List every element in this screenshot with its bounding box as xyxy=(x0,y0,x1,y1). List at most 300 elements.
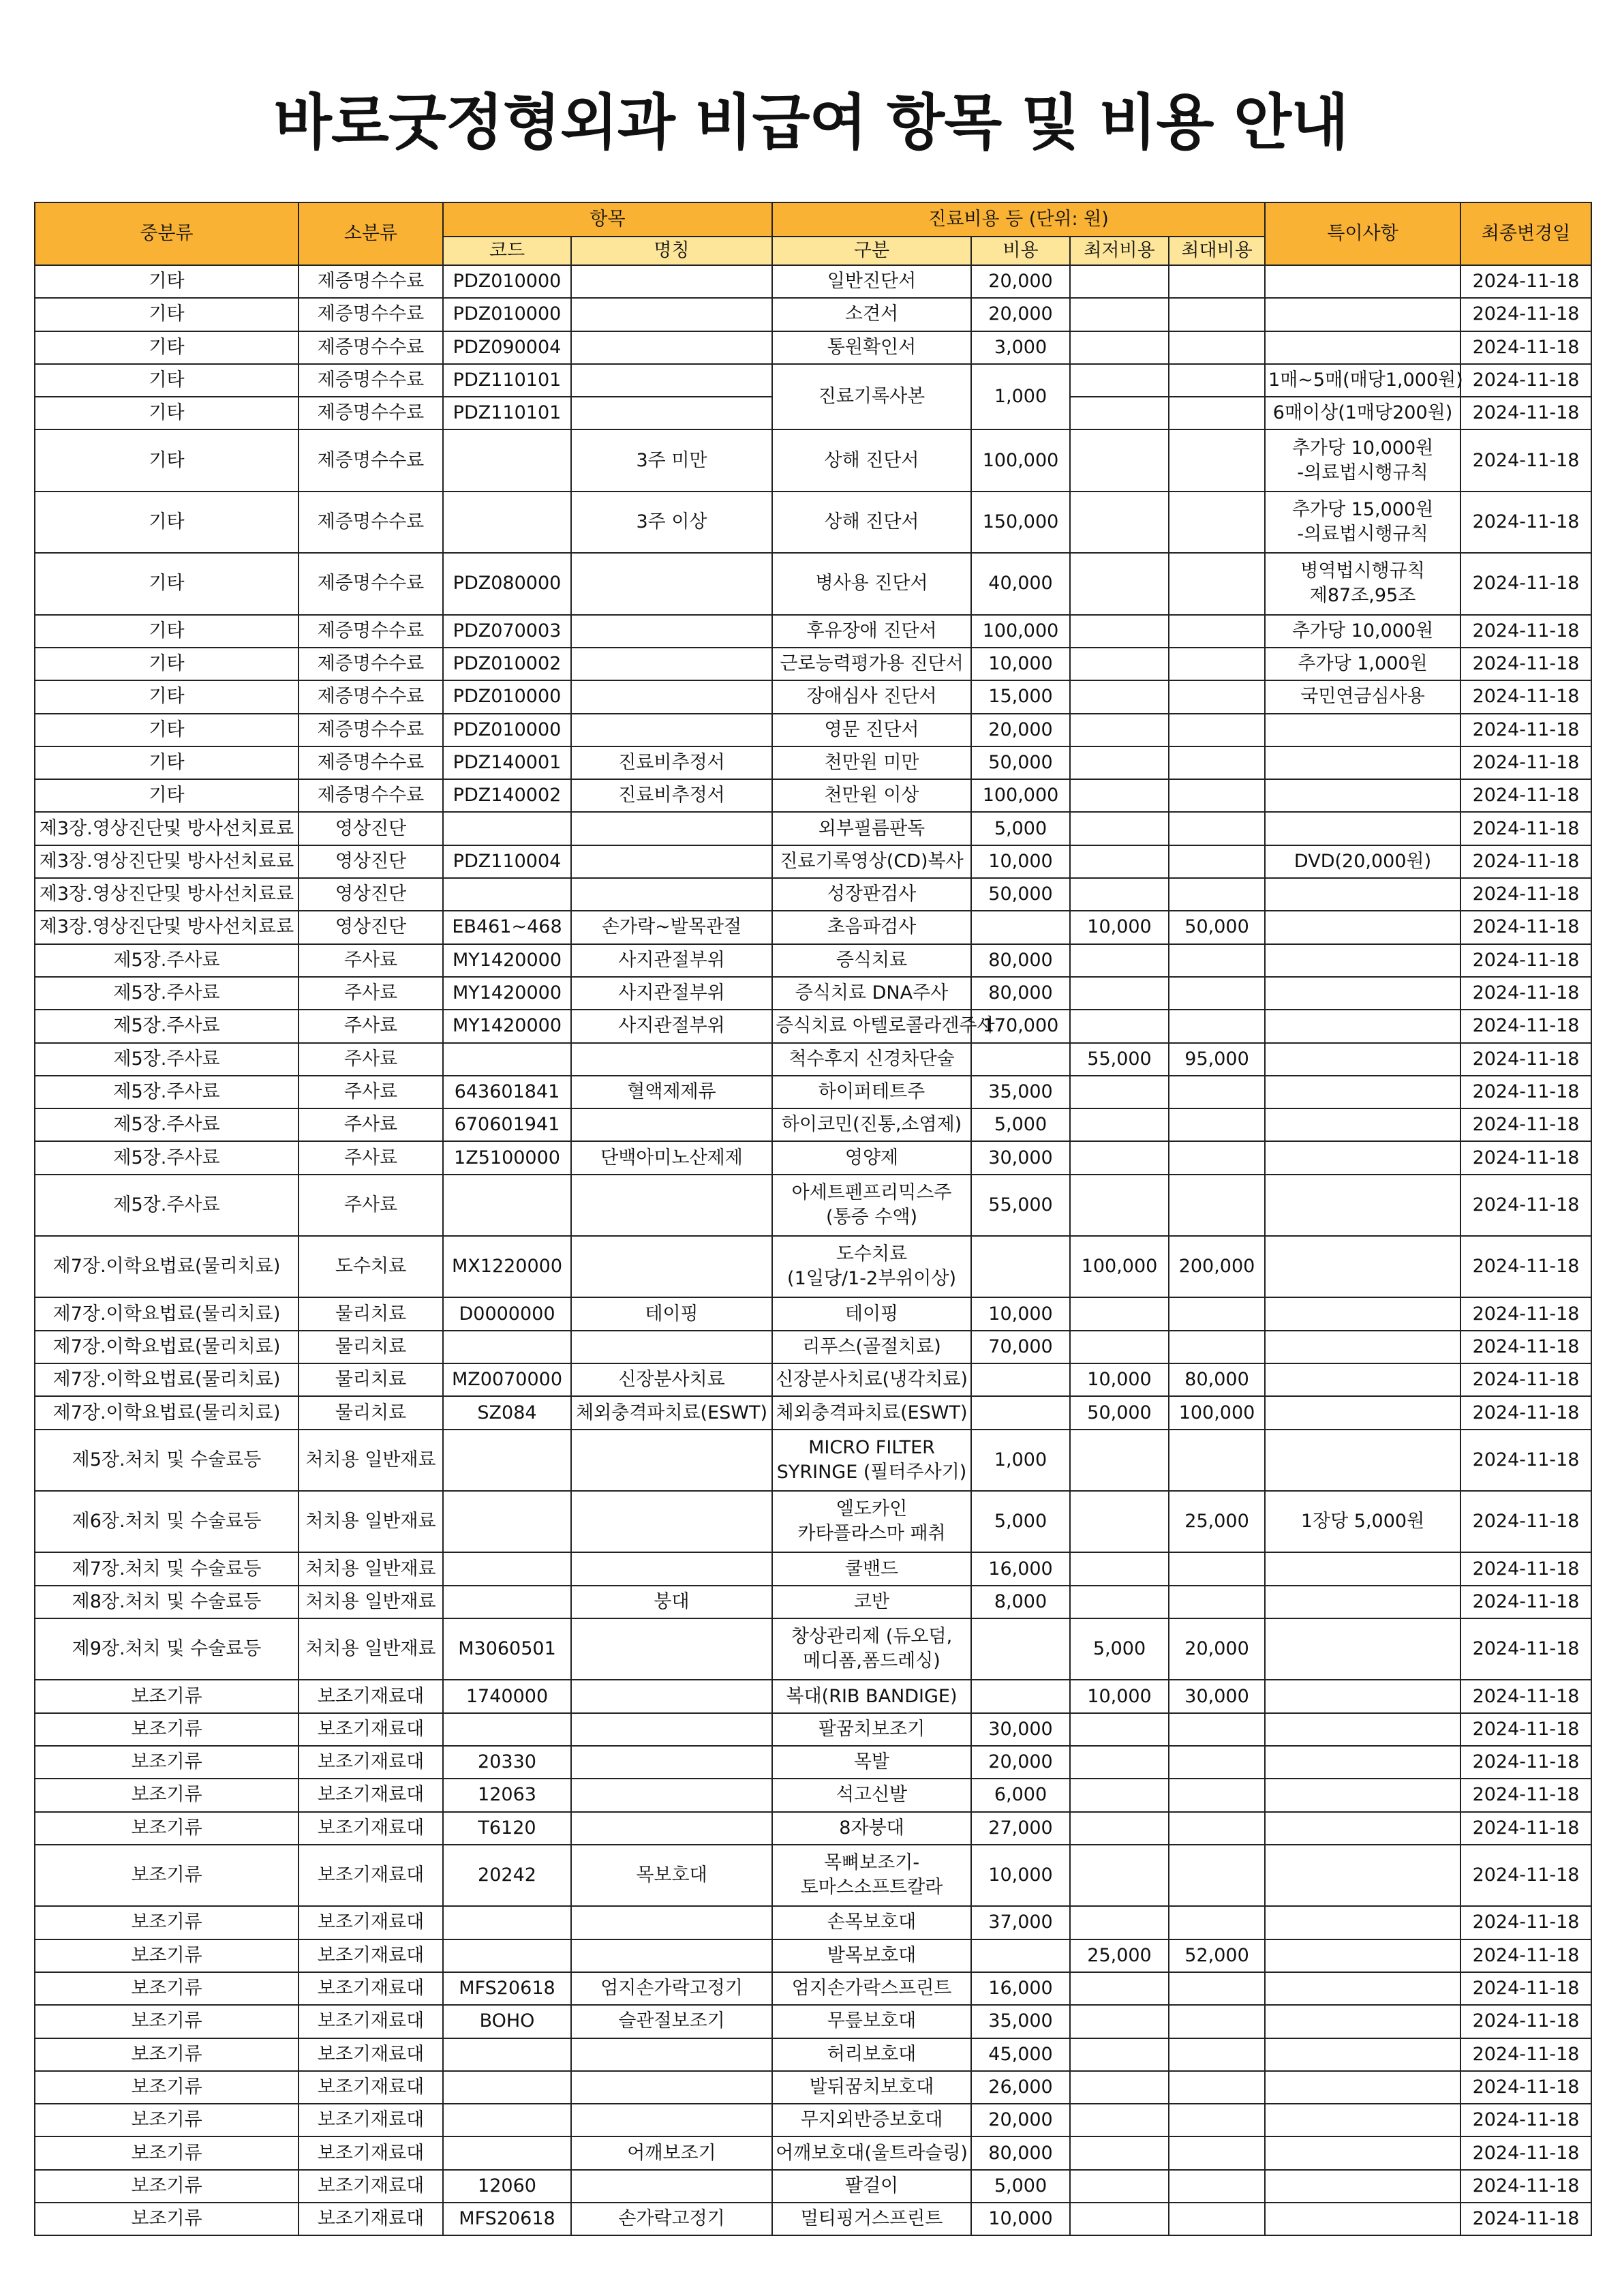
price-cell: 100,000 xyxy=(971,429,1070,491)
note-cell xyxy=(1265,1076,1460,1108)
code-cell: MFS20618 xyxy=(443,1972,571,2005)
name-cell: 신장분사치료 xyxy=(571,1363,772,1396)
price-cell: 20,000 xyxy=(971,714,1070,746)
mid-category-cell: 제5장.주사료 xyxy=(35,1043,299,1076)
date-cell: 2024-11-18 xyxy=(1460,1779,1591,1811)
max-price-cell xyxy=(1169,265,1265,298)
mid-category-cell: 기타 xyxy=(35,714,299,746)
name-cell: 3주 미만 xyxy=(571,429,772,491)
code-cell: PDZ010002 xyxy=(443,648,571,680)
date-cell: 2024-11-18 xyxy=(1460,331,1591,364)
max-price-cell xyxy=(1169,680,1265,713)
code-cell xyxy=(443,2071,571,2104)
min-price-cell: 10,000 xyxy=(1070,1680,1169,1712)
type-cell: 엄지손가락스프린트 xyxy=(772,1972,971,2005)
min-price-cell: 25,000 xyxy=(1070,1939,1169,1972)
table-row xyxy=(35,1108,1591,1141)
mid-category-cell: 제3장.영상진단및 방사선치료료 xyxy=(35,911,299,943)
mid-category-cell: 제7장.이학요법료(물리치료) xyxy=(35,1363,299,1396)
date-cell: 2024-11-18 xyxy=(1460,1430,1591,1491)
table-row xyxy=(35,977,1591,1010)
header-notes: 특이사항 xyxy=(1265,202,1460,265)
note-cell xyxy=(1265,944,1460,977)
sub-category-cell: 보조기재료대 xyxy=(299,1812,443,1845)
table-row xyxy=(35,2071,1591,2104)
code-cell xyxy=(443,492,571,553)
date-cell: 2024-11-18 xyxy=(1460,1906,1591,1939)
code-cell xyxy=(443,1175,571,1236)
mid-category-cell: 보조기류 xyxy=(35,1906,299,1939)
table-row xyxy=(35,779,1591,812)
mid-category-cell: 제5장.주사료 xyxy=(35,1108,299,1141)
date-cell: 2024-11-18 xyxy=(1460,1586,1591,1618)
price-cell: 3,000 xyxy=(971,331,1070,364)
min-price-cell xyxy=(1070,2203,1169,2235)
sub-category-cell: 영상진단 xyxy=(299,911,443,943)
max-price-cell xyxy=(1169,977,1265,1010)
code-cell: PDZ010000 xyxy=(443,680,571,713)
sub-category-cell: 영상진단 xyxy=(299,812,443,845)
type-cell: 외부필름판독 xyxy=(772,812,971,845)
mid-category-cell: 제8장.처치 및 수술료등 xyxy=(35,1586,299,1618)
type-cell: 척수후지 신경차단술 xyxy=(772,1043,971,1076)
name-cell xyxy=(571,1552,772,1585)
note-cell: 1장당 5,000원 xyxy=(1265,1491,1460,1552)
mid-category-cell: 기타 xyxy=(35,648,299,680)
mid-category-cell: 기타 xyxy=(35,298,299,331)
table-row xyxy=(35,1746,1591,1779)
name-cell: 사지관절부위 xyxy=(571,1010,772,1042)
code-cell xyxy=(443,1552,571,1585)
note-cell xyxy=(1265,1906,1460,1939)
price-cell: 35,000 xyxy=(971,2005,1070,2038)
name-cell xyxy=(571,1713,772,1746)
max-price-cell xyxy=(1169,2071,1265,2104)
mid-category-cell: 보조기류 xyxy=(35,1939,299,1972)
name-cell xyxy=(571,2104,772,2136)
date-cell: 2024-11-18 xyxy=(1460,1076,1591,1108)
type-cell: 영양제 xyxy=(772,1141,971,1174)
note-cell: 6매이상(1매당200원) xyxy=(1265,397,1460,429)
mid-category-cell: 제5장.주사료 xyxy=(35,1010,299,1042)
name-cell: 단백아미노산제제 xyxy=(571,1141,772,1174)
note-cell xyxy=(1265,2071,1460,2104)
date-cell: 2024-11-18 xyxy=(1460,1010,1591,1042)
name-cell: 엄지손가락고정기 xyxy=(571,1972,772,2005)
max-price-cell xyxy=(1169,1010,1265,1042)
price-cell: 70,000 xyxy=(971,1331,1070,1363)
note-cell xyxy=(1265,1939,1460,1972)
table-row xyxy=(35,944,1591,977)
date-cell: 2024-11-18 xyxy=(1460,911,1591,943)
type-cell: 손목보호대 xyxy=(772,1906,971,1939)
min-price-cell xyxy=(1070,812,1169,845)
name-cell xyxy=(571,397,772,429)
date-cell: 2024-11-18 xyxy=(1460,944,1591,977)
max-price-cell xyxy=(1169,615,1265,648)
min-price-cell xyxy=(1070,1175,1169,1236)
table-row xyxy=(35,1043,1591,1076)
code-cell: T6120 xyxy=(443,1812,571,1845)
mid-category-cell: 기타 xyxy=(35,553,299,614)
mid-category-cell: 보조기류 xyxy=(35,1845,299,1906)
table-row xyxy=(35,714,1591,746)
type-cell: 복대(RIB BANDIGE) xyxy=(772,1680,971,1712)
note-cell xyxy=(1265,977,1460,1010)
note-cell: DVD(20,000원) xyxy=(1265,845,1460,878)
max-price-cell xyxy=(1169,1906,1265,1939)
price-cell xyxy=(971,1680,1070,1712)
sub-category-cell: 제증명수수료 xyxy=(299,648,443,680)
min-price-cell xyxy=(1070,2005,1169,2038)
type-cell: 목발 xyxy=(772,1746,971,1779)
price-cell: 50,000 xyxy=(971,746,1070,779)
note-cell: 추가당 10,000원 xyxy=(1265,615,1460,648)
type-cell: 발뒤꿈치보호대 xyxy=(772,2071,971,2104)
code-cell xyxy=(443,1906,571,1939)
max-price-cell xyxy=(1169,714,1265,746)
price-cell: 16,000 xyxy=(971,1972,1070,2005)
note-cell xyxy=(1265,1713,1460,1746)
table-body xyxy=(35,265,1591,2235)
date-cell: 2024-11-18 xyxy=(1460,1812,1591,1845)
type-cell: 코반 xyxy=(772,1586,971,1618)
price-cell: 80,000 xyxy=(971,977,1070,1010)
date-cell: 2024-11-18 xyxy=(1460,429,1591,491)
date-cell: 2024-11-18 xyxy=(1460,878,1591,911)
header-cost-group: 진료비용 등 (단위: 원) xyxy=(772,202,1265,237)
min-price-cell xyxy=(1070,364,1169,397)
mid-category-cell: 제5장.주사료 xyxy=(35,1175,299,1236)
min-price-cell xyxy=(1070,1297,1169,1330)
min-price-cell xyxy=(1070,2071,1169,2104)
min-price-cell xyxy=(1070,265,1169,298)
min-price-cell xyxy=(1070,1812,1169,1845)
name-cell xyxy=(571,1680,772,1712)
header-sub-category: 소분류 xyxy=(299,202,443,265)
name-cell xyxy=(571,265,772,298)
date-cell: 2024-11-18 xyxy=(1460,1845,1591,1906)
code-cell: PDZ110101 xyxy=(443,364,571,397)
price-cell: 15,000 xyxy=(971,680,1070,713)
name-cell: 체외충격파치료(ESWT) xyxy=(571,1396,772,1429)
note-cell xyxy=(1265,2005,1460,2038)
date-cell: 2024-11-18 xyxy=(1460,553,1591,614)
type-cell: 아세트펜프리믹스주 (통증 수액) xyxy=(772,1175,971,1236)
max-price-cell xyxy=(1169,944,1265,977)
max-price-cell: 95,000 xyxy=(1169,1043,1265,1076)
type-cell: 하이코민(진통,소염제) xyxy=(772,1108,971,1141)
price-cell: 20,000 xyxy=(971,1746,1070,1779)
note-cell xyxy=(1265,1845,1460,1906)
sub-category-cell: 제증명수수료 xyxy=(299,265,443,298)
date-cell: 2024-11-18 xyxy=(1460,1618,1591,1680)
max-price-cell xyxy=(1169,1586,1265,1618)
price-cell: 150,000 xyxy=(971,492,1070,553)
min-price-cell xyxy=(1070,615,1169,648)
code-cell xyxy=(443,1939,571,1972)
price-cell: 20,000 xyxy=(971,265,1070,298)
max-price-cell xyxy=(1169,331,1265,364)
sub-category-cell: 보조기재료대 xyxy=(299,2071,443,2104)
price-cell: 37,000 xyxy=(971,1906,1070,1939)
mid-category-cell: 기타 xyxy=(35,429,299,491)
sub-category-cell: 보조기재료대 xyxy=(299,1713,443,1746)
date-cell: 2024-11-18 xyxy=(1460,1972,1591,2005)
type-cell: 허리보호대 xyxy=(772,2038,971,2071)
code-cell: PDZ110101 xyxy=(443,397,571,429)
sub-category-cell: 제증명수수료 xyxy=(299,553,443,614)
note-cell xyxy=(1265,2170,1460,2203)
code-cell: PDZ010000 xyxy=(443,265,571,298)
sub-category-cell: 보조기재료대 xyxy=(299,1939,443,1972)
table-row xyxy=(35,553,1591,614)
note-cell xyxy=(1265,2136,1460,2169)
date-cell: 2024-11-18 xyxy=(1460,298,1591,331)
table-row xyxy=(35,911,1591,943)
note-cell xyxy=(1265,878,1460,911)
table-row xyxy=(35,429,1591,491)
min-price-cell xyxy=(1070,1430,1169,1491)
note-cell xyxy=(1265,1297,1460,1330)
min-price-cell xyxy=(1070,429,1169,491)
min-price-cell xyxy=(1070,492,1169,553)
min-price-cell xyxy=(1070,2038,1169,2071)
price-cell: 80,000 xyxy=(971,2136,1070,2169)
table-row xyxy=(35,1618,1591,1680)
max-price-cell xyxy=(1169,1552,1265,1585)
code-cell xyxy=(443,1043,571,1076)
min-price-cell xyxy=(1070,746,1169,779)
sub-category-cell: 보조기재료대 xyxy=(299,1680,443,1712)
table-row xyxy=(35,2203,1591,2235)
min-price-cell xyxy=(1070,878,1169,911)
max-price-cell xyxy=(1169,648,1265,680)
name-cell xyxy=(571,1108,772,1141)
sub-category-cell: 영상진단 xyxy=(299,878,443,911)
name-cell xyxy=(571,1939,772,1972)
min-price-cell xyxy=(1070,553,1169,614)
price-cell: 10,000 xyxy=(971,1845,1070,1906)
max-price-cell xyxy=(1169,429,1265,491)
code-cell: MY1420000 xyxy=(443,977,571,1010)
mid-category-cell: 기타 xyxy=(35,492,299,553)
name-cell xyxy=(571,364,772,397)
table-row xyxy=(35,1430,1591,1491)
min-price-cell xyxy=(1070,648,1169,680)
code-cell: BOHO xyxy=(443,2005,571,2038)
code-cell xyxy=(443,429,571,491)
type-cell: 무릎보호대 xyxy=(772,2005,971,2038)
mid-category-cell: 제7장.이학요법료(물리치료) xyxy=(35,1236,299,1297)
min-price-cell: 100,000 xyxy=(1070,1236,1169,1297)
price-cell: 170,000 xyxy=(971,1010,1070,1042)
mid-category-cell: 보조기류 xyxy=(35,1779,299,1811)
sub-category-cell: 처치용 일반재료 xyxy=(299,1586,443,1618)
price-cell: 100,000 xyxy=(971,779,1070,812)
table-row xyxy=(35,1680,1591,1712)
max-price-cell: 52,000 xyxy=(1169,1939,1265,1972)
mid-category-cell: 기타 xyxy=(35,779,299,812)
table-row xyxy=(35,2136,1591,2169)
date-cell: 2024-11-18 xyxy=(1460,1108,1591,1141)
type-cell: 일반진단서 xyxy=(772,265,971,298)
code-cell: PDZ140001 xyxy=(443,746,571,779)
date-cell: 2024-11-18 xyxy=(1460,1363,1591,1396)
sub-category-cell: 주사료 xyxy=(299,977,443,1010)
note-cell xyxy=(1265,1108,1460,1141)
code-cell xyxy=(443,2038,571,2071)
mid-category-cell: 보조기류 xyxy=(35,1713,299,1746)
date-cell: 2024-11-18 xyxy=(1460,812,1591,845)
note-cell: 추가당 1,000원 xyxy=(1265,648,1460,680)
max-price-cell xyxy=(1169,1430,1265,1491)
note-cell xyxy=(1265,746,1460,779)
table-row xyxy=(35,2104,1591,2136)
mid-category-cell: 기타 xyxy=(35,397,299,429)
name-cell xyxy=(571,1746,772,1779)
mid-category-cell: 기타 xyxy=(35,331,299,364)
sub-category-cell: 제증명수수료 xyxy=(299,680,443,713)
min-price-cell: 55,000 xyxy=(1070,1043,1169,1076)
code-cell: EB461~468 xyxy=(443,911,571,943)
max-price-cell xyxy=(1169,1845,1265,1906)
max-price-cell xyxy=(1169,1331,1265,1363)
type-cell: 상해 진단서 xyxy=(772,429,971,491)
name-cell: 테이핑 xyxy=(571,1297,772,1330)
code-cell xyxy=(443,812,571,845)
max-price-cell xyxy=(1169,2104,1265,2136)
price-cell: 5,000 xyxy=(971,1491,1070,1552)
note-cell xyxy=(1265,1141,1460,1174)
mid-category-cell: 보조기류 xyxy=(35,2203,299,2235)
table-row xyxy=(35,680,1591,713)
date-cell: 2024-11-18 xyxy=(1460,492,1591,553)
mid-category-cell: 보조기류 xyxy=(35,2005,299,2038)
price-cell: 6,000 xyxy=(971,1779,1070,1811)
date-cell: 2024-11-18 xyxy=(1460,2136,1591,2169)
sub-category-cell: 도수치료 xyxy=(299,1236,443,1297)
min-price-cell xyxy=(1070,1491,1169,1552)
date-cell: 2024-11-18 xyxy=(1460,1396,1591,1429)
sub-category-cell: 제증명수수료 xyxy=(299,429,443,491)
date-cell: 2024-11-18 xyxy=(1460,265,1591,298)
sub-category-cell: 보조기재료대 xyxy=(299,1746,443,1779)
mid-category-cell: 제7장.이학요법료(물리치료) xyxy=(35,1297,299,1330)
mid-category-cell: 제7장.이학요법료(물리치료) xyxy=(35,1331,299,1363)
name-cell: 슬관절보조기 xyxy=(571,2005,772,2038)
code-cell: MY1420000 xyxy=(443,1010,571,1042)
type-cell: 진료기록사본 xyxy=(772,364,971,430)
sub-category-cell: 제증명수수료 xyxy=(299,364,443,397)
header-item-group: 항목 xyxy=(443,202,772,237)
max-price-cell: 25,000 xyxy=(1169,1491,1265,1552)
type-cell: 장애심사 진단서 xyxy=(772,680,971,713)
sub-category-cell: 보조기재료대 xyxy=(299,2136,443,2169)
code-cell: 1740000 xyxy=(443,1680,571,1712)
sub-category-cell: 주사료 xyxy=(299,1010,443,1042)
name-cell xyxy=(571,1175,772,1236)
min-price-cell xyxy=(1070,1586,1169,1618)
max-price-cell: 20,000 xyxy=(1169,1618,1265,1680)
name-cell xyxy=(571,1430,772,1491)
note-cell: 1매~5매(매당1,000원) xyxy=(1265,364,1460,397)
max-price-cell xyxy=(1169,1812,1265,1845)
price-cell: 5,000 xyxy=(971,1108,1070,1141)
table-row xyxy=(35,1713,1591,1746)
mid-category-cell: 기타 xyxy=(35,364,299,397)
price-cell: 80,000 xyxy=(971,944,1070,977)
price-cell: 55,000 xyxy=(971,1175,1070,1236)
type-cell: 목뼈보조기- 토마스소프트칼라 xyxy=(772,1845,971,1906)
price-cell xyxy=(971,1363,1070,1396)
name-cell: 목보호대 xyxy=(571,1845,772,1906)
code-cell: 1Z5100000 xyxy=(443,1141,571,1174)
name-cell xyxy=(571,2170,772,2203)
min-price-cell xyxy=(1070,1552,1169,1585)
table-row xyxy=(35,265,1591,298)
price-cell: 40,000 xyxy=(971,553,1070,614)
type-cell: 쿨밴드 xyxy=(772,1552,971,1585)
note-cell xyxy=(1265,1363,1460,1396)
price-cell: 5,000 xyxy=(971,812,1070,845)
name-cell xyxy=(571,714,772,746)
sub-category-cell: 처치용 일반재료 xyxy=(299,1618,443,1680)
mid-category-cell: 기타 xyxy=(35,680,299,713)
date-cell: 2024-11-18 xyxy=(1460,615,1591,648)
type-cell: 소견서 xyxy=(772,298,971,331)
name-cell xyxy=(571,845,772,878)
table-row xyxy=(35,1779,1591,1811)
code-cell: M3060501 xyxy=(443,1618,571,1680)
date-cell: 2024-11-18 xyxy=(1460,1746,1591,1779)
type-cell: 체외충격파치료(ESWT) xyxy=(772,1396,971,1429)
note-cell xyxy=(1265,1586,1460,1618)
min-price-cell xyxy=(1070,680,1169,713)
min-price-cell xyxy=(1070,1076,1169,1108)
note-cell xyxy=(1265,1812,1460,1845)
mid-category-cell: 제5장.처치 및 수술료등 xyxy=(35,1430,299,1491)
name-cell xyxy=(571,298,772,331)
max-price-cell xyxy=(1169,364,1265,397)
table-row xyxy=(35,331,1591,364)
sub-category-cell: 제증명수수료 xyxy=(299,331,443,364)
note-cell xyxy=(1265,1746,1460,1779)
note-cell xyxy=(1265,911,1460,943)
table-row xyxy=(35,845,1591,878)
type-cell: 창상관리제 (듀오덤, 메디폼,폼드레싱) xyxy=(772,1618,971,1680)
mid-category-cell: 보조기류 xyxy=(35,1812,299,1845)
date-cell: 2024-11-18 xyxy=(1460,2170,1591,2203)
table-row xyxy=(35,878,1591,911)
mid-category-cell: 기타 xyxy=(35,615,299,648)
price-cell: 10,000 xyxy=(971,648,1070,680)
type-cell: MICRO FILTER SYRINGE (필터주사기) xyxy=(772,1430,971,1491)
date-cell: 2024-11-18 xyxy=(1460,2038,1591,2071)
type-cell: 도수치료 (1일당/1-2부위이상) xyxy=(772,1236,971,1297)
price-cell: 30,000 xyxy=(971,1141,1070,1174)
name-cell: 혈액제제류 xyxy=(571,1076,772,1108)
date-cell: 2024-11-18 xyxy=(1460,845,1591,878)
date-cell: 2024-11-18 xyxy=(1460,2104,1591,2136)
type-cell: 신장분사치료(냉각치료) xyxy=(772,1363,971,1396)
header-mid-category: 중분류 xyxy=(35,202,299,265)
name-cell xyxy=(571,1779,772,1811)
header-type: 구분 xyxy=(772,237,971,265)
type-cell: 테이핑 xyxy=(772,1297,971,1330)
note-cell xyxy=(1265,779,1460,812)
date-cell: 2024-11-18 xyxy=(1460,714,1591,746)
